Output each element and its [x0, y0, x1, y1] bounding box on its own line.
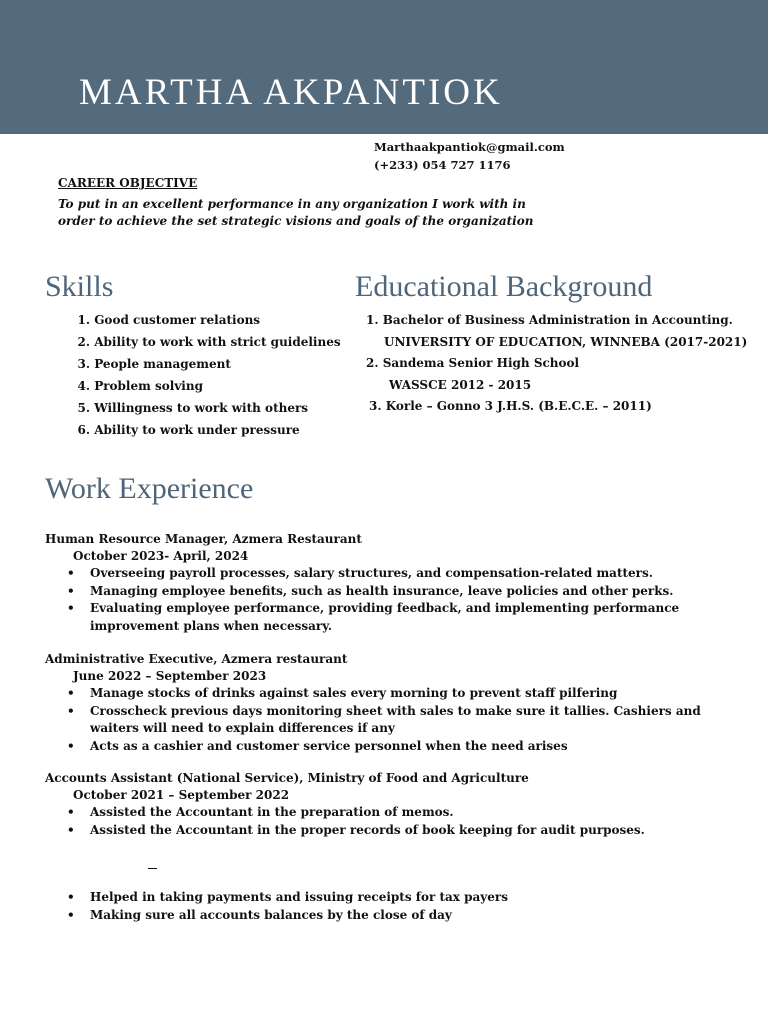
job-dates: June 2022 – September 2023: [73, 669, 267, 683]
bullet-icon: •: [67, 703, 75, 718]
skills-list: [60, 311, 341, 443]
skill-label: Problem solving: [94, 379, 203, 393]
education-line: WASSCE 2012 - 2015: [389, 377, 532, 392]
job-bullets: [45, 565, 730, 635]
skill-item: [60, 399, 341, 421]
job-entry: [45, 770, 730, 839]
skill-label: People management: [94, 357, 231, 371]
job-title: Administrative Executive, Azmera restaurant: [45, 652, 348, 666]
skill-number: 5.: [77, 401, 90, 415]
education-heading: Educational Background: [355, 270, 653, 303]
job-bullet-text: Managing employee benefits, such as health insurance, leave policies and other perks.: [90, 583, 674, 598]
skill-number: 1.: [77, 313, 90, 327]
contact-phone: (+233) 054 727 1176: [374, 157, 511, 172]
skill-item: [60, 311, 341, 333]
skill-item: [60, 421, 341, 443]
skill-label: Willingness to work with others: [94, 401, 309, 415]
job-bullets: [45, 804, 730, 839]
bullet-icon: •: [67, 738, 75, 753]
bullet-icon: •: [67, 686, 75, 700]
skill-label: Ability to work under pressure: [94, 423, 300, 437]
job-bullets: [45, 685, 730, 755]
contact-email[interactable]: Marthaakpantiok@gmail.com: [374, 140, 565, 154]
job-dates: October 2023- April, 2024: [73, 549, 249, 563]
skill-number: 3.: [77, 357, 90, 371]
skill-label: Ability to work with strict guidelines: [94, 335, 341, 349]
bullet-icon: •: [67, 822, 75, 837]
bullet-icon: •: [67, 890, 75, 904]
skill-number: 6.: [77, 423, 90, 437]
contact-block: [374, 139, 565, 174]
skill-number: 4.: [77, 379, 90, 393]
job-bullet-text: Helped in taking payments and issuing receipts for tax payers: [90, 890, 508, 904]
education-line: 3. Korle – Gonno 3 J.H.S. (B.E.C.E. – 2011): [369, 399, 652, 414]
education-line: 1. Bachelor of Business Administration in Accounting.: [366, 313, 733, 327]
skills-heading: Skills: [45, 270, 114, 303]
objective-text: To put in an excellent performance in any organization I work with in order to achieve the set strategic visions and goals of the organization: [58, 197, 534, 228]
bullet-icon: •: [67, 601, 75, 615]
job-dates: October 2021 – September 2022: [73, 788, 290, 802]
bullet-icon: •: [67, 805, 75, 819]
job-bullet: [45, 907, 730, 925]
job-bullet-text: Overseeing payroll processes, salary structures, and compensation-related matters.: [90, 566, 653, 580]
job-bullet: [45, 889, 730, 907]
job-bullet-text: Crosscheck previous days monitoring sheet with sales to make sure it tallies. Cashiers and waiters will need to explain differences if any: [90, 703, 701, 735]
job-bullet: [45, 738, 730, 756]
candidate-name: MARTHA AKPANTIOK: [79, 72, 503, 113]
job-bullet: [45, 565, 730, 583]
education-list: [366, 311, 747, 419]
job-bullet-text: Assisted the Accountant in the proper records of book keeping for audit purposes.: [90, 822, 645, 837]
extra-duties: [45, 889, 730, 924]
education-line: UNIVERSITY OF EDUCATION, WINNEBA (2017-2021): [384, 334, 748, 349]
job-bullet: [45, 703, 730, 738]
objective-title: CAREER OBJECTIVE: [58, 176, 198, 190]
job-bullet: [45, 583, 730, 601]
job-bullet: [45, 822, 730, 840]
extra-bullets: [45, 889, 730, 924]
skill-item: [60, 333, 341, 355]
work-heading: Work Experience: [45, 472, 254, 505]
skill-number: 2.: [77, 335, 90, 349]
job-bullet-text: Making sure all accounts balances by the close of day: [90, 907, 452, 922]
header-band: [0, 0, 768, 134]
job-bullet-text: Assisted the Accountant in the preparation of memos.: [90, 805, 454, 819]
stray-dash: [148, 868, 157, 869]
skill-item: [60, 355, 341, 377]
job-entry: [45, 531, 730, 635]
bullet-icon: •: [67, 566, 75, 580]
job-title: Accounts Assistant (National Service), Ministry of Food and Agriculture: [45, 771, 529, 785]
bullet-icon: •: [67, 907, 75, 922]
bullet-icon: •: [67, 583, 75, 598]
job-entry: [45, 651, 730, 755]
job-bullet: [45, 804, 730, 822]
job-bullet-text: Evaluating employee performance, providing feedback, and implementing performance improvement plans when necessary.: [90, 601, 680, 633]
job-bullet: [45, 600, 730, 635]
job-bullet-text: Acts as a cashier and customer service personnel when the need arises: [90, 738, 568, 753]
job-bullet-text: Manage stocks of drinks against sales every morning to prevent staff pilfering: [90, 686, 618, 700]
skill-label: Good customer relations: [94, 313, 261, 327]
job-title: Human Resource Manager, Azmera Restaurant: [45, 532, 362, 546]
education-line: 2. Sandema Senior High School: [366, 356, 580, 371]
job-bullet: [45, 685, 730, 703]
skill-item: [60, 377, 341, 399]
